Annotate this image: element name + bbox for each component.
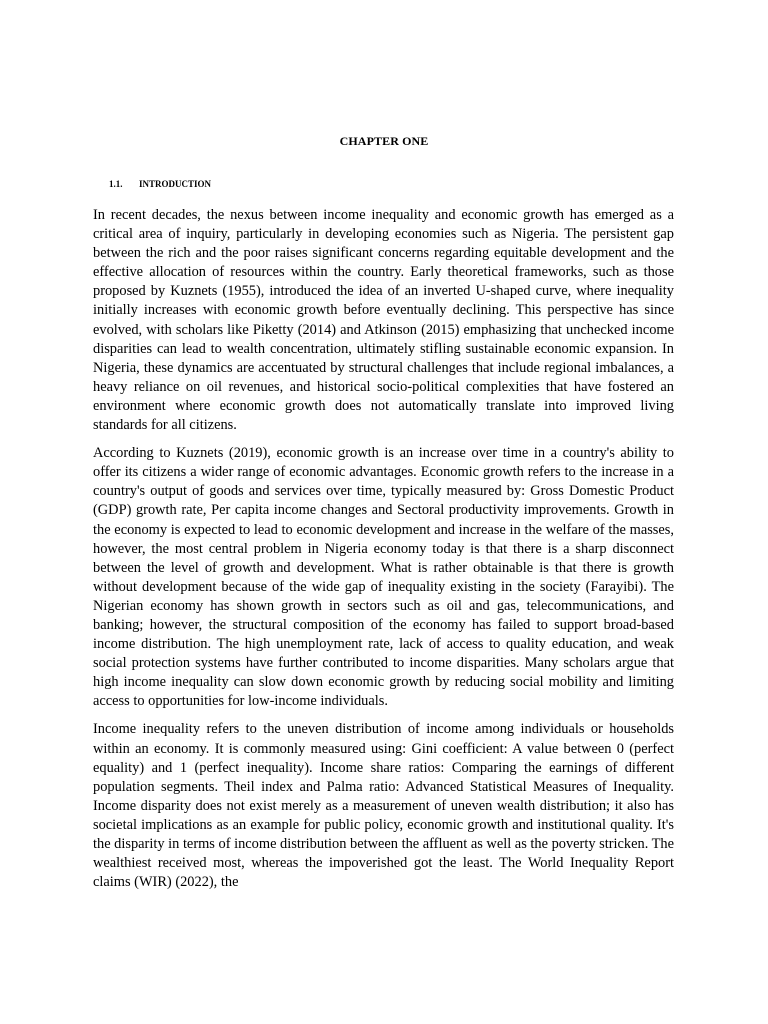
paragraph-1: In recent decades, the nexus between income inequality and economic growth has emerged as a critical area of inquiry, particularly in developing economies such as Nigeria. The persistent gap between the rich and the poor raises significant concerns regarding equitable development and the effective allocation of resources within the country. Early theoretical frameworks, such as those proposed by Kuznets (1955), introduced the idea of an inverted U-shaped curve, where inequality initially increases with economic growth before eventually declining. This perspective has since evolved, with scholars like Piketty (2014) and Atkinson (2015) emphasizing that unchecked income disparities can lead to wealth concentration, ultimately stifling sustainable economic expansion. In Nigeria, these dynamics are accentuated by structural challenges that include regional imbalances, a heavy reliance on oil revenues, and historical socio-political complexities that have fostered an environment where economic growth does not automatically translate into improved living standards for all citizens. — [93, 207, 674, 434]
chapter-title: CHAPTER ONE — [339, 134, 429, 148]
paragraph-2: According to Kuznets (2019), economic growth is an increase over time in a country's ability to offer its citizens a wider range of economic advantages. Economic growth refers to the increase in a country's output of goods and services over time, typically measured by: Gross Domestic Product (GDP) growth rate, Per capita income changes and Sectoral productivity improvements. Growth in the economy is expected to lead to economic development and increase in the welfare of the masses, however, the most central problem in Nigeria economy today is that there is a sharp disconnect between the level of growth and development. What is rather obtainable is that there is growth without development because of the wide gap of inequality existing in the society (Farayibi). The Nigerian economy has shown growth in sectors such as oil and gas, telecommunications, and banking; however, the structural composition of the economy has failed to support broad-based income distribution. The high unemployment rate, lack of access to quality education, and weak social protection systems have further contributed to income disparities. Many scholars argue that high income inequality can slow down economic growth by reducing social mobility and limiting access to opportunities for low-income individuals. — [93, 445, 674, 710]
section-title: INTRODUCTION — [139, 179, 212, 189]
section-heading — [109, 178, 211, 190]
section-number: 1.1. — [109, 179, 123, 189]
paragraph-3: Income inequality refers to the uneven distribution of income among individuals or households within an economy. It is commonly measured using: Gini coefficient: A value between 0 (perfect equality) and 1 (perfect inequality). Income share ratios: Comparing the earnings of different population segments. Theil index and Palma ratio: Advanced Statistical Measures of Inequality. Income disparity does not exist merely as a measurement of uneven wealth distribution; it also has societal implications as an example for public policy, economic growth and institutional quality. It's the disparity in terms of income distribution between the affluent as well as the poverty stricken. The wealthiest received most, whereas the impoverished got the least. The World Inequality Report claims (WIR) (2022), the — [93, 721, 674, 891]
body-text — [93, 206, 674, 901]
